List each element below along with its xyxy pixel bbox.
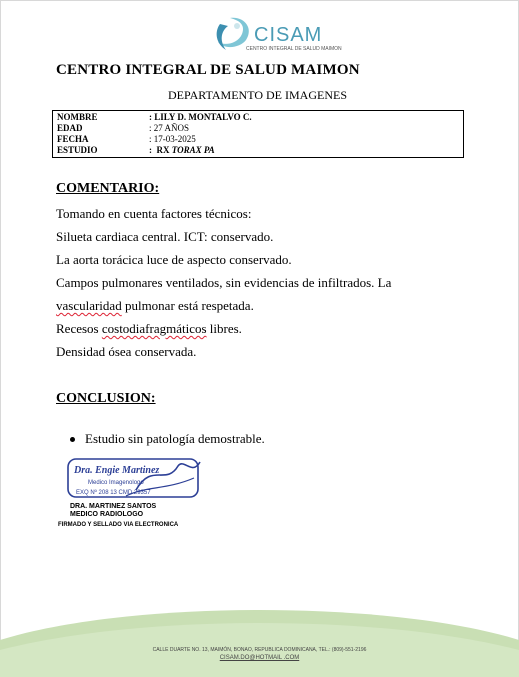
- logo-name: CISAM: [254, 24, 323, 46]
- comment-line-6-a: Recesos: [56, 321, 102, 336]
- stamp-name: Dra. Engie Martinez: [74, 465, 160, 476]
- department: DEPARTAMENTO DE IMAGENES: [168, 88, 347, 102]
- comment-line-1: Tomando en cuenta factores técnicos:: [56, 206, 252, 221]
- footer-address: CALLE DUARTE NO. 13, MAIMÓN, BONAO, REPUBLICA DOMINICANA, TEL.: (809)-551-2196: [152, 647, 367, 653]
- conclusion-item: [70, 431, 265, 447]
- doctor-role: MEDICO RADIOLOGO: [70, 511, 144, 518]
- fecha-value: : 17-03-2025: [149, 134, 196, 144]
- conclusion-text: Estudio sin patología demostrable.: [85, 431, 265, 446]
- comment-line-2: Silueta cardiaca central. ICT: conservado.: [56, 229, 274, 244]
- bullet-icon: [70, 437, 75, 442]
- doctor-stamp: [66, 456, 202, 500]
- clinic-title: CENTRO INTEGRAL DE SALUD MAIMON: [56, 62, 360, 78]
- conclusion-heading: CONCLUSION:: [56, 391, 156, 406]
- comment-line-5: [56, 298, 254, 314]
- comment-line-4: Campos pulmonares ventilados, sin evidencias de infiltrados. La: [56, 275, 392, 290]
- fecha-label: FECHA: [57, 134, 89, 144]
- logo-tagline: CENTRO INTEGRAL DE SALUD MAIMON: [246, 46, 342, 52]
- comentario-heading: COMENTARIO:: [56, 181, 160, 196]
- edad-value: : 27 AÑOS: [149, 123, 190, 133]
- edad-label: EDAD: [57, 123, 83, 133]
- comment-line-3: La aorta torácica luce de aspecto conservado.: [56, 252, 292, 267]
- estudio-value: [149, 145, 215, 155]
- stamp-role: Medico Imagenologo: [88, 480, 144, 486]
- nombre-value: : LILY D. MONTALVO C.: [149, 112, 252, 122]
- estudio-prefix: : RX: [149, 145, 172, 155]
- patient-info-box: [52, 110, 464, 158]
- comment-line-5-rest: pulmonar está respetada.: [121, 298, 254, 313]
- estudio-name: TORAX PA: [171, 145, 215, 155]
- costodiafragmaticos-word: costodiafragmáticos: [101, 321, 207, 336]
- comment-line-6-c: libres.: [206, 321, 242, 336]
- estudio-label: ESTUDIO: [57, 145, 98, 155]
- signature-note: FIRMADO Y SELLADO VIA ELECTRONICA: [58, 522, 179, 528]
- footer-email[interactable]: CISAM.DO@HOTMAIL .COM: [219, 655, 300, 661]
- comment-line-7: Densidad ósea conservada.: [56, 344, 197, 359]
- nombre-label: NOMBRE: [57, 112, 98, 122]
- doctor-name: DRA. MARTINEZ SANTOS: [70, 503, 157, 510]
- cisam-logo: [210, 14, 342, 58]
- stamp-exq: EXQ Nº 208 13 CMD 29357: [76, 490, 151, 496]
- footer-wave: [0, 600, 519, 677]
- comment-line-6: [56, 321, 242, 337]
- vascularidad-word: vascularidad: [56, 298, 122, 313]
